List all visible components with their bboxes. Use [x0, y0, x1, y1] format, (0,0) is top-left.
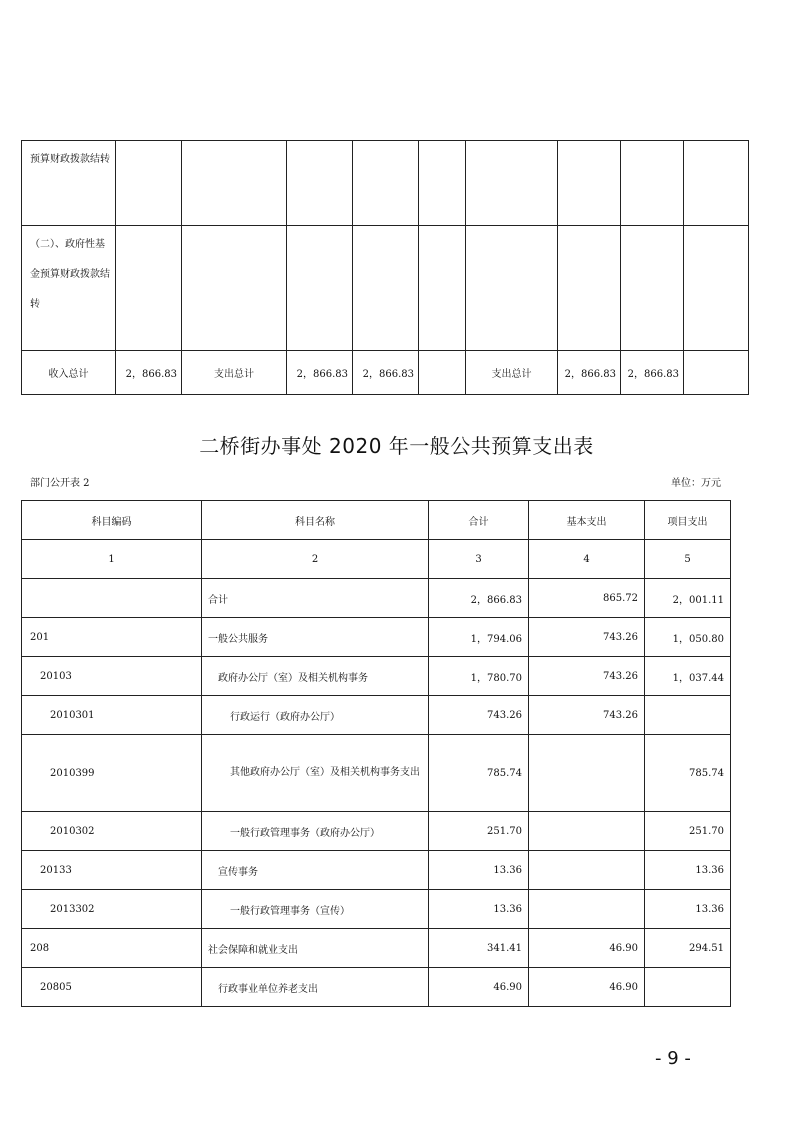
subject-code: 20805 — [22, 968, 202, 1007]
subject-name: 社会保障和就业支出 — [202, 929, 429, 968]
column-header: 基本支出 — [529, 501, 645, 540]
general-budget-expenditure-table — [21, 500, 731, 1007]
project-value: 251.70 — [645, 812, 731, 851]
basic-value: 46.90 — [529, 968, 645, 1007]
income-total-label: 收入总计 — [22, 351, 116, 395]
expense-total-value: 2，866.83 — [353, 351, 419, 395]
page-number: - 9 - — [655, 1048, 691, 1069]
subject-code: 20103 — [22, 657, 202, 696]
project-value: 785.74 — [645, 735, 731, 812]
subject-code: 2010399 — [22, 735, 202, 812]
subject-name: 一般公共服务 — [202, 618, 429, 657]
column-number: 4 — [529, 540, 645, 579]
subject-name: 宣传事务 — [202, 851, 429, 890]
table-row — [22, 579, 731, 618]
column-header: 合计 — [429, 501, 529, 540]
basic-value: 743.26 — [529, 696, 645, 735]
income-total-value: 2，866.83 — [116, 351, 182, 395]
column-header: 科目名称 — [202, 501, 429, 540]
table-row — [22, 890, 731, 929]
total-value: 1，780.70 — [429, 657, 529, 696]
expense-total-label: 支出总计 — [466, 351, 558, 395]
subject-code: 2010301 — [22, 696, 202, 735]
column-number: 3 — [429, 540, 529, 579]
row-label: 预算财政拨款结转 — [22, 141, 116, 226]
total-value: 13.36 — [429, 851, 529, 890]
project-value: 1，037.44 — [645, 657, 731, 696]
table-row — [22, 735, 731, 812]
subject-code — [22, 579, 202, 618]
subject-name: 一般行政管理事务（政府办公厅） — [202, 812, 429, 851]
basic-value: 865.72 — [529, 579, 645, 618]
subject-name: 行政运行（政府办公厅） — [202, 696, 429, 735]
subject-name: 行政事业单位养老支出 — [202, 968, 429, 1007]
budget-summary-table-continued — [21, 140, 749, 395]
column-header: 科目编码 — [22, 501, 202, 540]
project-value — [645, 696, 731, 735]
table-row — [22, 929, 731, 968]
subject-code: 2013302 — [22, 890, 202, 929]
unit-label: 单位：万元 — [671, 478, 721, 489]
basic-value: 743.26 — [529, 618, 645, 657]
subject-code: 201 — [22, 618, 202, 657]
project-value: 2，001.11 — [645, 579, 731, 618]
total-value: 251.70 — [429, 812, 529, 851]
column-header: 项目支出 — [645, 501, 731, 540]
row-label: （二）、政府性基金预算财政拨款结转 — [22, 226, 116, 351]
table-row — [22, 618, 731, 657]
expense-total-value: 2，866.83 — [558, 351, 621, 395]
project-value — [645, 968, 731, 1007]
table-row — [22, 812, 731, 851]
table-row — [22, 226, 749, 351]
subject-code: 208 — [22, 929, 202, 968]
basic-value: 743.26 — [529, 657, 645, 696]
column-number: 2 — [202, 540, 429, 579]
project-value: 13.36 — [645, 890, 731, 929]
header-row — [22, 501, 731, 540]
subject-name: 合计 — [202, 579, 429, 618]
total-value: 341.41 — [429, 929, 529, 968]
total-value: 743.26 — [429, 696, 529, 735]
expense-total-label: 支出总计 — [182, 351, 287, 395]
total-value: 2，866.83 — [429, 579, 529, 618]
expense-total-value: 2，866.83 — [621, 351, 684, 395]
table-row — [22, 141, 749, 226]
subject-name: 一般行政管理事务（宣传） — [202, 890, 429, 929]
column-number-row — [22, 540, 731, 579]
table-row — [22, 696, 731, 735]
subject-code: 2010302 — [22, 812, 202, 851]
total-value: 46.90 — [429, 968, 529, 1007]
basic-value — [529, 735, 645, 812]
basic-value — [529, 851, 645, 890]
totals-row — [22, 351, 749, 395]
subject-name: 其他政府办公厅（室）及相关机构事务支出 — [202, 735, 429, 812]
column-number: 5 — [645, 540, 731, 579]
project-value: 294.51 — [645, 929, 731, 968]
basic-value: 46.90 — [529, 929, 645, 968]
page-title: 二桥街办事处 2020 年一般公共预算支出表 — [199, 434, 594, 458]
subject-code: 20133 — [22, 851, 202, 890]
basic-value — [529, 812, 645, 851]
total-value: 1，794.06 — [429, 618, 529, 657]
table-subtitle: 部门公开表 2 — [30, 478, 90, 489]
table-row — [22, 851, 731, 890]
project-value: 1，050.80 — [645, 618, 731, 657]
total-value: 785.74 — [429, 735, 529, 812]
basic-value — [529, 890, 645, 929]
project-value: 13.36 — [645, 851, 731, 890]
table-row — [22, 968, 731, 1007]
total-value: 13.36 — [429, 890, 529, 929]
column-number: 1 — [22, 540, 202, 579]
subject-name: 政府办公厅（室）及相关机构事务 — [202, 657, 429, 696]
expense-total-value: 2，866.83 — [287, 351, 353, 395]
table-row — [22, 657, 731, 696]
